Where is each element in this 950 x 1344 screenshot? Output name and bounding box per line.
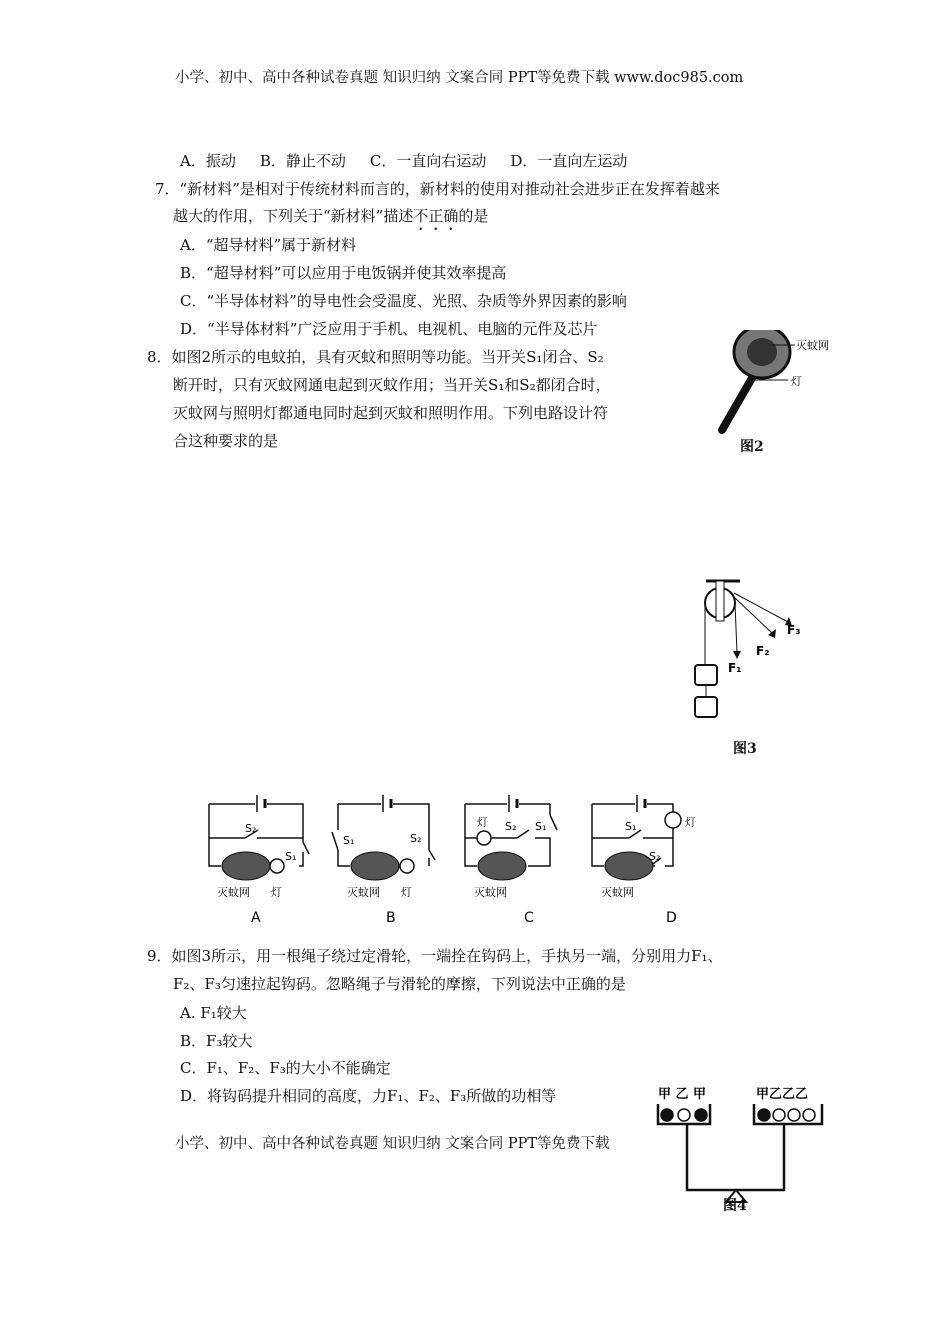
circuit-b-s1: S₁	[343, 834, 355, 847]
q7-option-a: A．“超导材料”属于新材料	[180, 236, 357, 254]
q7-option-d: D．“半导体材料”广泛应用于手机、电视机、电脑的元件及芯片	[180, 320, 598, 338]
circuit-c-s2: S₂	[505, 820, 517, 833]
q7-text: 越大的作用，下列关于“新材料”描述	[173, 207, 414, 225]
fig4-caption: 图4	[723, 1198, 747, 1214]
fig3-label-f2: F₂	[756, 644, 770, 658]
circuit-letter-c: C	[524, 910, 534, 926]
fig3-label-f1: F₁	[728, 661, 742, 675]
fig2-label-net: 灭蚊网	[796, 339, 829, 352]
q9-option-d: D．将钩码提升相同的高度，力F₁、F₂、F₃所做的功相等	[180, 1087, 557, 1105]
circuit-d-net-label: 灭蚊网	[601, 886, 634, 899]
q7-option-c: C．“半导体材料”的导电性会受温度、光照、杂质等外界因素的影响	[180, 292, 627, 310]
fig2-mosquito-racket	[700, 330, 850, 460]
q6-option-c: C．一直向右运动	[369, 152, 487, 170]
circuit-c-lamp-label: 灯	[477, 816, 488, 829]
circuit-a-lamp-label: 灯	[271, 886, 282, 899]
fig4-balance	[650, 1080, 840, 1215]
q7-line1: 7．“新材料”是相对于传统材料而言的，新材料的使用对推动社会进步正在发挥着越来	[155, 180, 720, 198]
circuit-a-s1: S₁	[285, 850, 297, 863]
circuit-b-s2: S₂	[410, 832, 422, 845]
fig3-label-f3: F₃	[787, 623, 801, 637]
fig4-right-labels: 甲乙乙乙	[756, 1087, 809, 1102]
circuit-d-lamp-label: 灯	[685, 816, 696, 829]
q6-option-d: D．一直向左运动	[510, 152, 628, 170]
circuit-c-s1: S₁	[535, 820, 547, 833]
q7-option-b: B．“超导材料”可以应用于电饭锅并使其效率提高	[180, 264, 507, 282]
q6-option-a: A．振动	[180, 152, 236, 170]
page-header: 小学、初中、高中各种试卷真题 知识归纳 文案合同 PPT等免费下载 www.doc985.com	[175, 70, 744, 86]
circuit-c-net-label: 灭蚊网	[474, 886, 507, 899]
page-footer: 小学、初中、高中各种试卷真题 知识归纳 文案合同 PPT等免费下载	[175, 1136, 610, 1152]
circuit-d-s2: S₂	[649, 850, 661, 863]
q9-option-c: C．F₁、F₂、F₃的大小不能确定	[180, 1059, 391, 1077]
circuit-b-net-label: 灭蚊网	[347, 886, 380, 899]
fig4-left-labels: 甲 乙 甲	[658, 1087, 707, 1102]
q8-line2: 断开时，只有灭蚊网通电起到灭蚊作用；当开关S₁和S₂都闭合时，	[173, 376, 611, 394]
q6-option-b: B．静止不动	[259, 152, 346, 170]
q9-line1: 9．如图3所示，用一根绳子绕过定滑轮，一端拴在钩码上，手执另一端，分别用力F₁、	[147, 947, 723, 965]
q6-options	[180, 151, 651, 171]
q8-line4: 合这种要求的是	[173, 432, 279, 450]
circuit-a-s2: S₂	[245, 822, 257, 835]
circuit-d-s1: S₁	[625, 820, 637, 833]
fig3-caption: 图3	[733, 741, 757, 757]
q9-option-b: B．F₃较大	[180, 1032, 253, 1050]
q7-emphasis: 不正确	[413, 207, 459, 225]
q9-line2: F₂、F₃匀速拉起钩码。忽略绳子与滑轮的摩擦，下列说法中正确的是	[173, 975, 626, 993]
q8-line1: 8．如图2所示的电蚊拍，具有灭蚊和照明等功能。当开关S₁闭合、S₂	[147, 348, 604, 366]
circuit-a-net-label: 灭蚊网	[217, 886, 250, 899]
fig3-pulley	[690, 575, 810, 735]
fig2-label-lamp: 灯	[791, 375, 802, 388]
circuit-letter-a: A	[251, 910, 261, 926]
circuit-letter-d: D	[666, 910, 677, 926]
q7-line2	[173, 206, 488, 234]
q7-text-end: 的是	[458, 207, 489, 225]
q9-option-a: A. F₁较大	[180, 1004, 247, 1022]
circuit-letter-b: B	[386, 910, 396, 926]
circuit-b-lamp-label: 灯	[401, 886, 412, 899]
circuit-options	[195, 790, 775, 930]
q8-line3: 灭蚊网与照明灯都通电同时起到灭蚊和照明作用。下列电路设计符	[173, 404, 609, 422]
fig2-caption: 图2	[740, 439, 764, 455]
